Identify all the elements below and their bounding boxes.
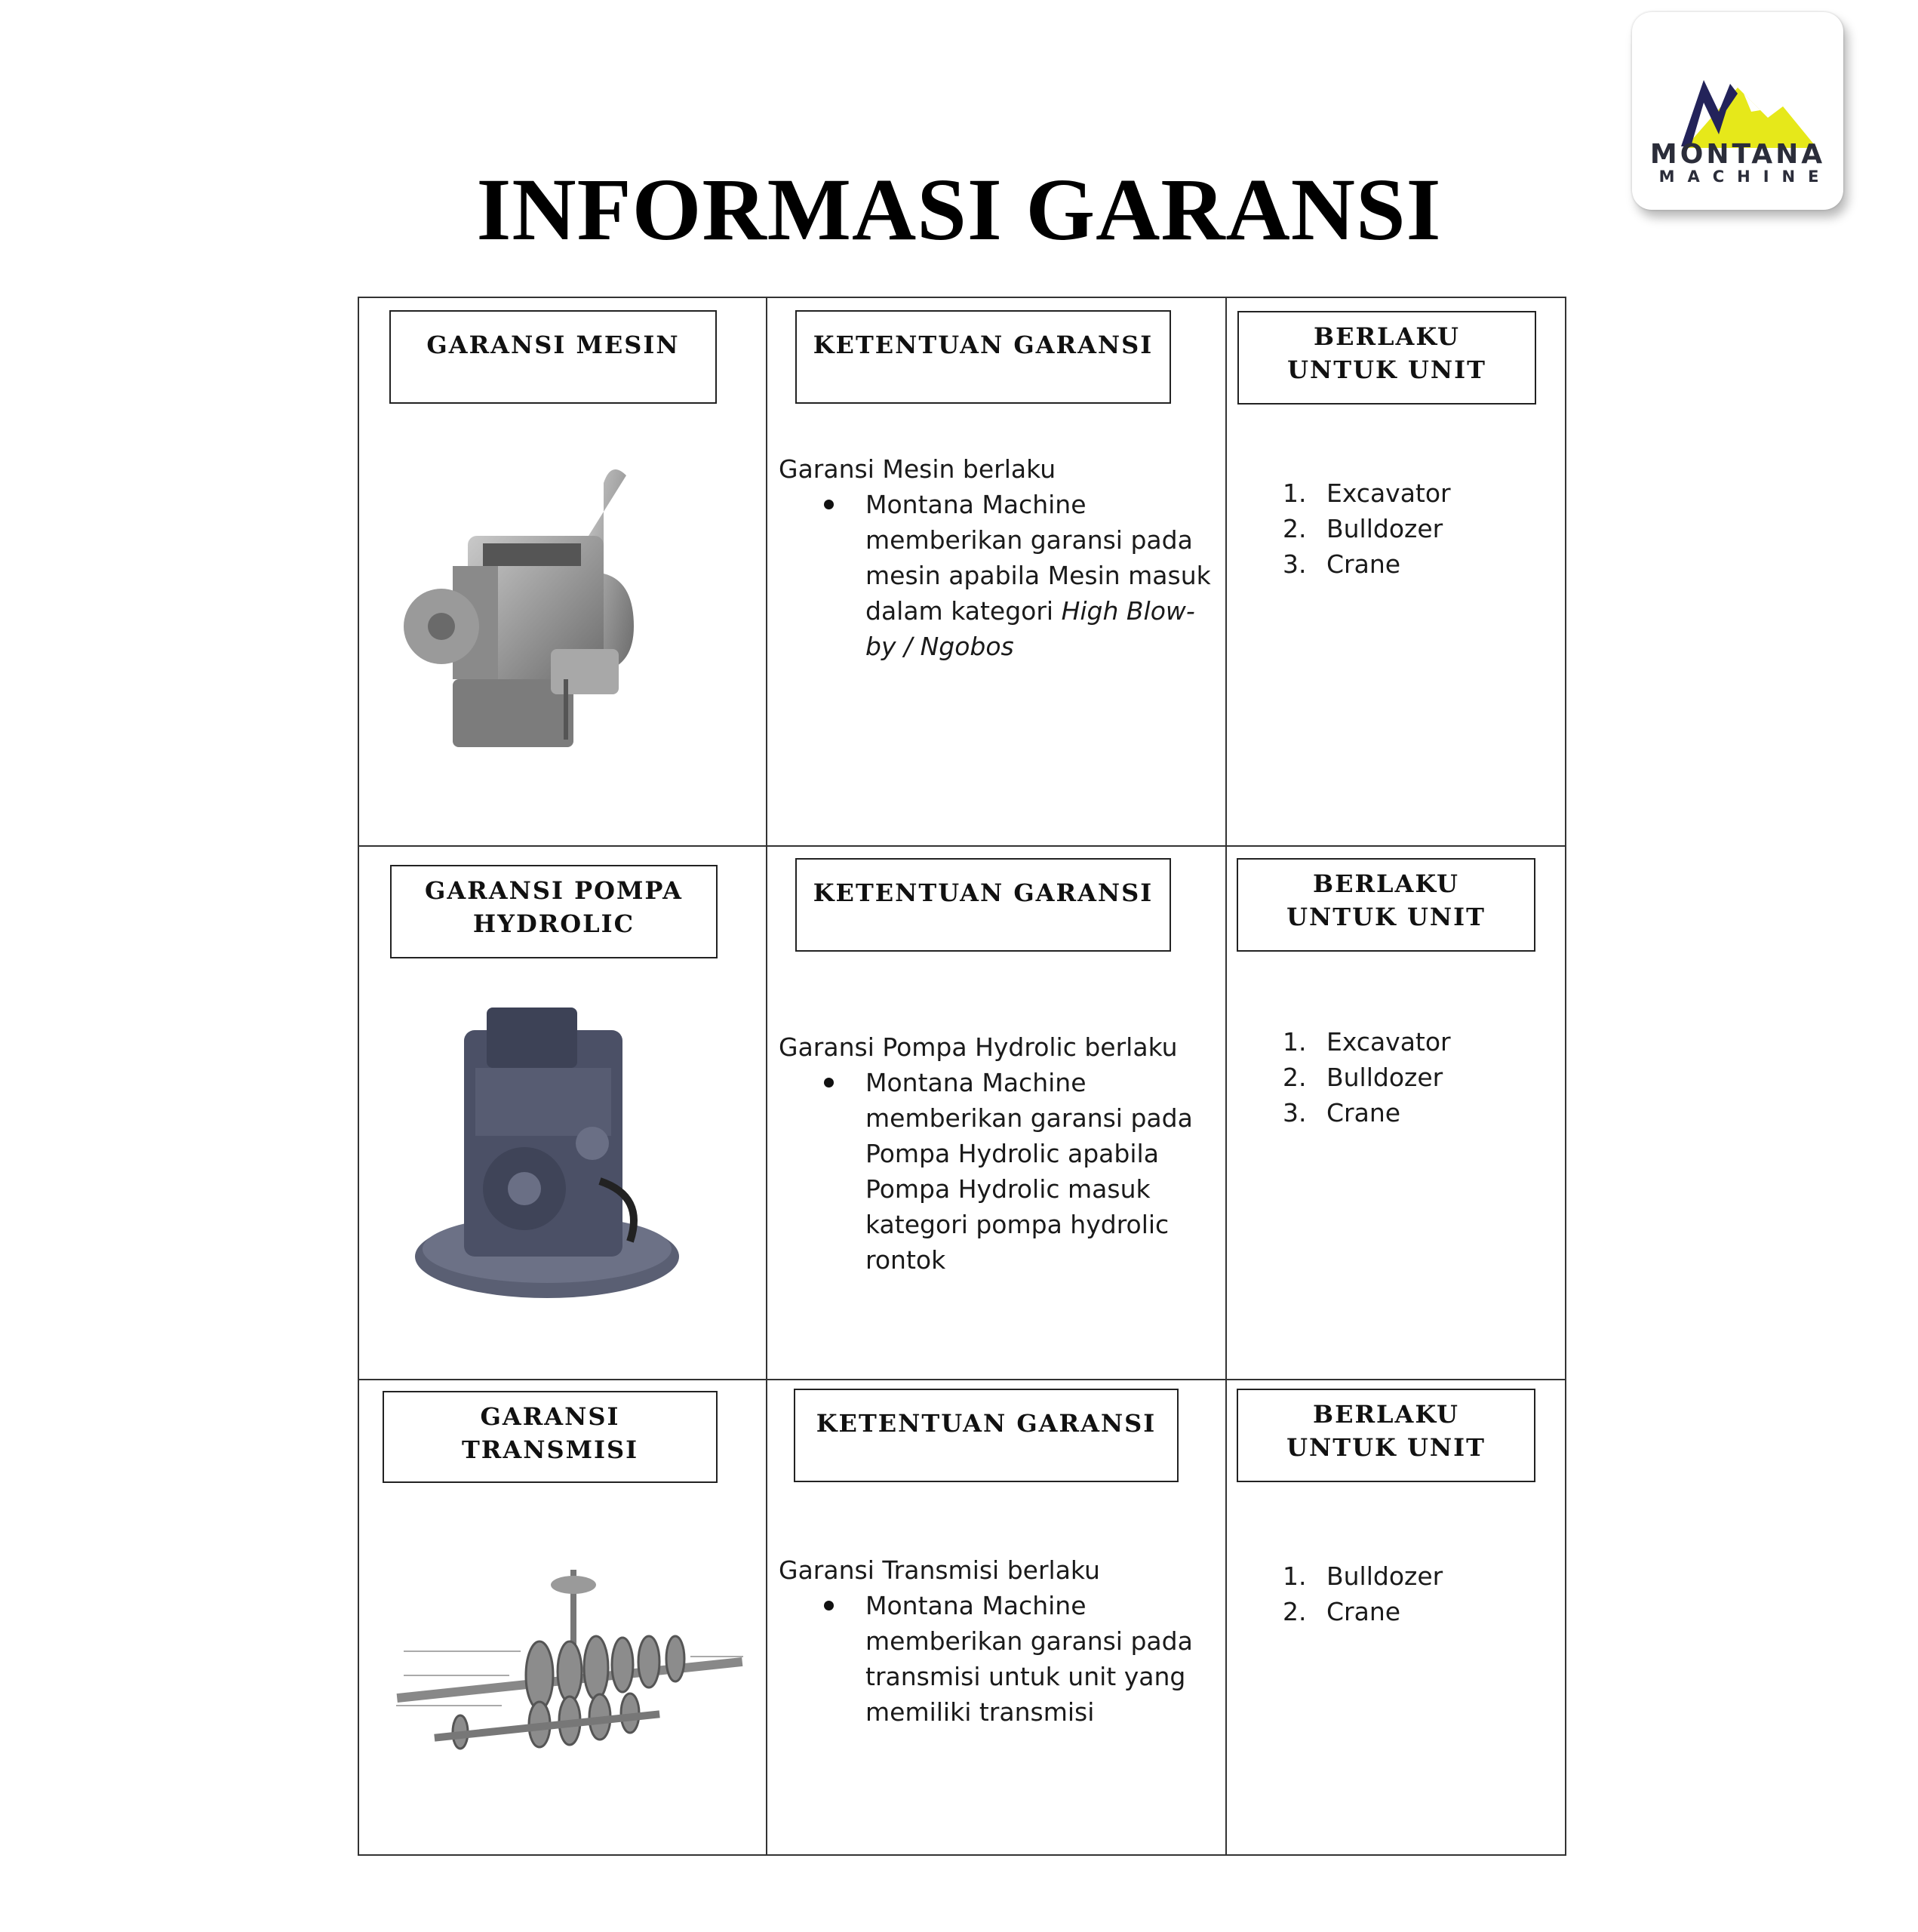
terms-bullet-italic: High Blow-by / Ngobos (865, 596, 1195, 661)
hydraulic-pump-image (411, 1000, 683, 1302)
units-header-box (1237, 858, 1535, 952)
list-item: 2. Bulldozer (1283, 514, 1443, 543)
page-title: INFORMASI GARANSI (476, 160, 1442, 259)
section-title-box (389, 310, 717, 404)
terms-header-box (795, 858, 1171, 952)
section-title: GARANSI MESIN (426, 331, 680, 359)
terms-bullet-text: Montana Machine memberikan garansi pada Pompa Hydrolic apabila Pompa Hydrolic masuk kategori pompa hydrolic rontok (865, 1068, 1193, 1275)
logo-subword: MACHINE (1658, 168, 1832, 186)
units-header-line: UNTUK UNIT (1286, 1433, 1486, 1462)
units-list (1283, 1558, 1443, 1629)
terms-text (779, 451, 1216, 664)
units-header-line: BERLAKU (1313, 869, 1459, 898)
terms-bullet (779, 1588, 1216, 1730)
list-item: 3. Crane (1283, 549, 1401, 579)
section-title-box (390, 865, 718, 958)
terms-header: KETENTUAN GARANSI (816, 1409, 1157, 1438)
mountain-logo-icon (1655, 65, 1821, 148)
table-border-right (1565, 297, 1566, 1856)
terms-header-box (794, 1389, 1179, 1482)
list-item: 1. Excavator (1283, 478, 1451, 508)
section-title: TRANSMISI (461, 1435, 639, 1464)
column-divider (766, 297, 767, 1856)
section-title: GARANSI POMPA (425, 876, 683, 905)
terms-lead: Garansi Transmisi berlaku (779, 1555, 1100, 1585)
units-header-line: UNTUK UNIT (1287, 355, 1486, 384)
terms-header: KETENTUAN GARANSI (813, 878, 1154, 907)
units-header-line: BERLAKU (1313, 1400, 1459, 1429)
terms-bullet-text: Montana Machine memberikan garansi pada transmisi untuk unit yang memiliki transmisi (865, 1591, 1193, 1727)
units-list (1283, 475, 1451, 582)
row-divider (358, 845, 1566, 847)
terms-bullet (779, 1065, 1216, 1278)
terms-text (779, 1029, 1216, 1278)
units-list (1283, 1024, 1451, 1131)
list-item: 1. Bulldozer (1283, 1561, 1443, 1591)
units-header-line: UNTUK UNIT (1286, 903, 1486, 931)
terms-bullet (779, 487, 1216, 664)
units-header-box (1237, 1389, 1535, 1482)
terms-bullet-text: Montana Machine memberikan garansi pada mesin apabila Mesin masuk dalam kategori (865, 490, 1211, 626)
bullet-icon (824, 1601, 834, 1611)
list-item: 2. Bulldozer (1283, 1063, 1443, 1092)
column-divider (1225, 297, 1227, 1856)
terms-header-box (795, 310, 1171, 404)
units-header-box (1237, 311, 1536, 405)
terms-lead: Garansi Mesin berlaku (779, 454, 1056, 484)
section-title-box (383, 1391, 718, 1483)
list-item: 1. Excavator (1283, 1027, 1451, 1057)
list-item: 2. Crane (1283, 1597, 1401, 1626)
row-divider (358, 1379, 1566, 1380)
terms-text (779, 1552, 1216, 1730)
bullet-icon (824, 1078, 834, 1088)
engine-image (400, 453, 672, 755)
terms-header: KETENTUAN GARANSI (813, 331, 1154, 359)
list-item: 3. Crane (1283, 1098, 1401, 1128)
units-header-line: BERLAKU (1314, 322, 1460, 351)
terms-lead: Garansi Pompa Hydrolic berlaku (779, 1032, 1178, 1062)
section-title: HYDROLIC (472, 909, 635, 938)
logo-wordmark: MONTANA (1649, 139, 1826, 170)
transmission-image (389, 1562, 751, 1766)
table-border-bottom (358, 1854, 1566, 1856)
table-border-left (358, 297, 359, 1856)
bullet-icon (824, 500, 834, 509)
table-border-top (358, 297, 1566, 298)
section-title: GARANSI (480, 1402, 620, 1431)
